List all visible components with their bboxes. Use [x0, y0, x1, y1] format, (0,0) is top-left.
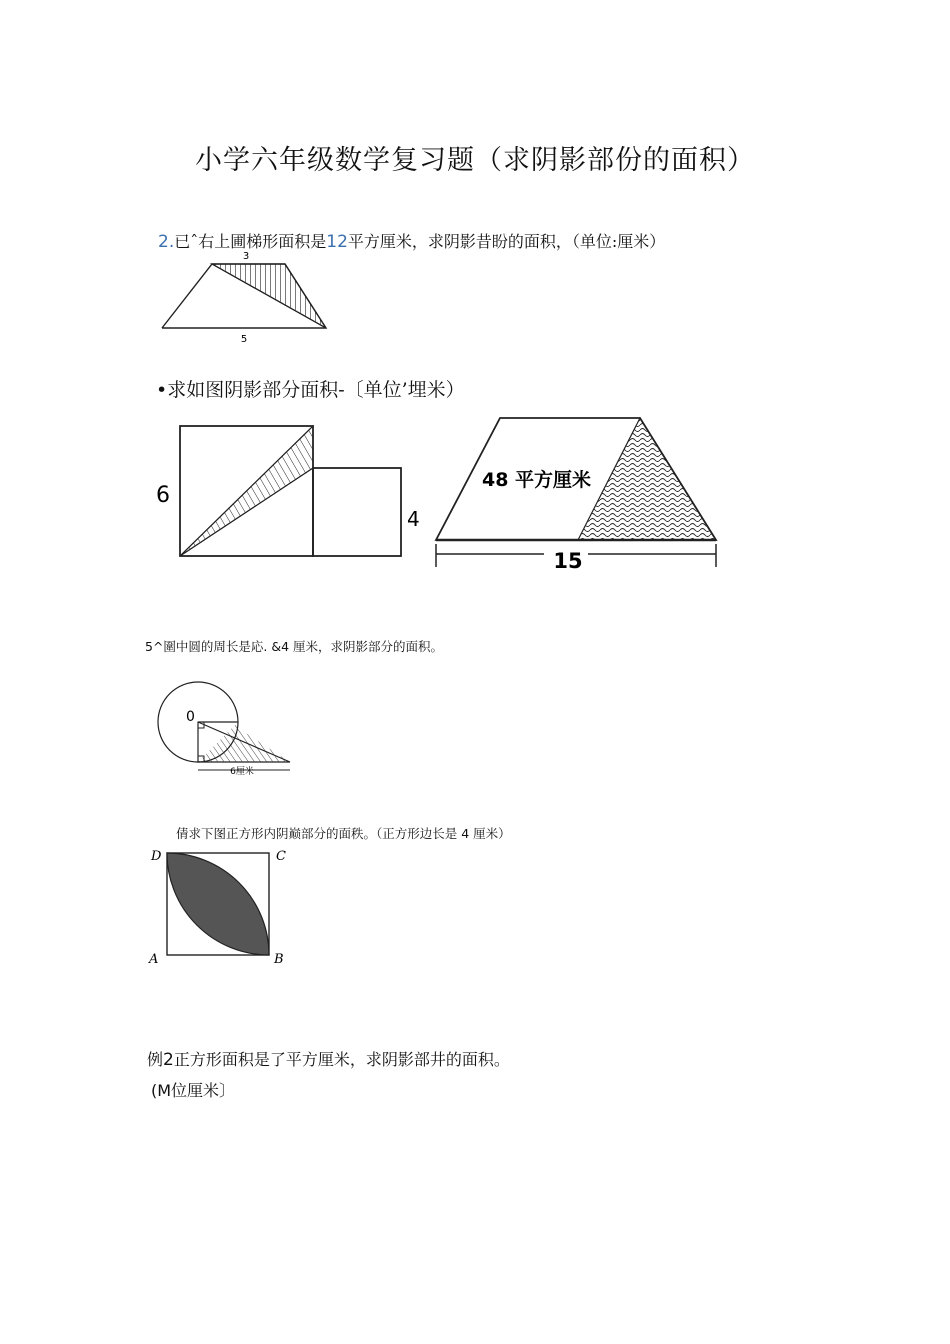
center-label: 0: [186, 709, 195, 725]
example-text: 正方形面积是了平方厘米，求阴影部井的面积。: [173, 1050, 510, 1069]
question-6-unit: [151, 1078, 235, 1101]
circle-triangle-figure: [150, 674, 310, 784]
small-side-label: 4: [407, 507, 420, 531]
question-text-a: 已ˆ右上圃梯形面积是: [174, 232, 327, 251]
bottom-base-label: 5: [240, 334, 248, 345]
question-4-text: 5^圍中圆的周长是応. &4 厘米，求阴影部分的面积。: [145, 639, 444, 654]
vertex-label-c: C: [276, 849, 286, 864]
large-side-label: 6: [156, 483, 170, 508]
question-number: 2.: [158, 232, 175, 252]
area-label: 48 平方厘米: [482, 469, 592, 491]
question-6-text: [147, 1047, 510, 1070]
unit-prefix: (M: [151, 1081, 172, 1100]
base-label: 6厘米: [230, 767, 254, 777]
shaded-triangle: [578, 418, 716, 540]
diagonal-line-2: [180, 468, 313, 556]
question-text-b: 平方厘米，求阴影昔盼的面积，（单位:厘米）: [347, 232, 666, 251]
top-base-label: 3: [242, 251, 250, 262]
example-number: 2: [163, 1050, 174, 1070]
question-3-text: •求如图阴影部分面积-〔单位’埋米）: [156, 379, 465, 401]
small-square: [313, 468, 401, 556]
unit-text: 位厘米〕: [171, 1081, 236, 1100]
example-label: 例: [147, 1050, 164, 1069]
page-title: 小学六年级数学复习题（求阴影部份的面积）: [195, 145, 755, 176]
leaf-square-figure: [145, 843, 295, 968]
parallelogram-figure: [430, 412, 725, 572]
trapezoid-figure: [160, 246, 335, 346]
vertex-label-d: D: [151, 849, 162, 864]
base-label: 15: [553, 549, 583, 573]
squares-figure: [150, 420, 420, 565]
vertex-label-a: A: [149, 952, 159, 967]
question-number-inline: 12: [326, 232, 348, 252]
vertex-label-b: B: [274, 952, 284, 967]
question-5-text: 倩求下图正方形内阴巅部分的面秩。（正方形边长是 4 厘米）: [176, 826, 511, 841]
diagonal-line: [180, 426, 313, 556]
shaded-leaf: [167, 853, 269, 955]
